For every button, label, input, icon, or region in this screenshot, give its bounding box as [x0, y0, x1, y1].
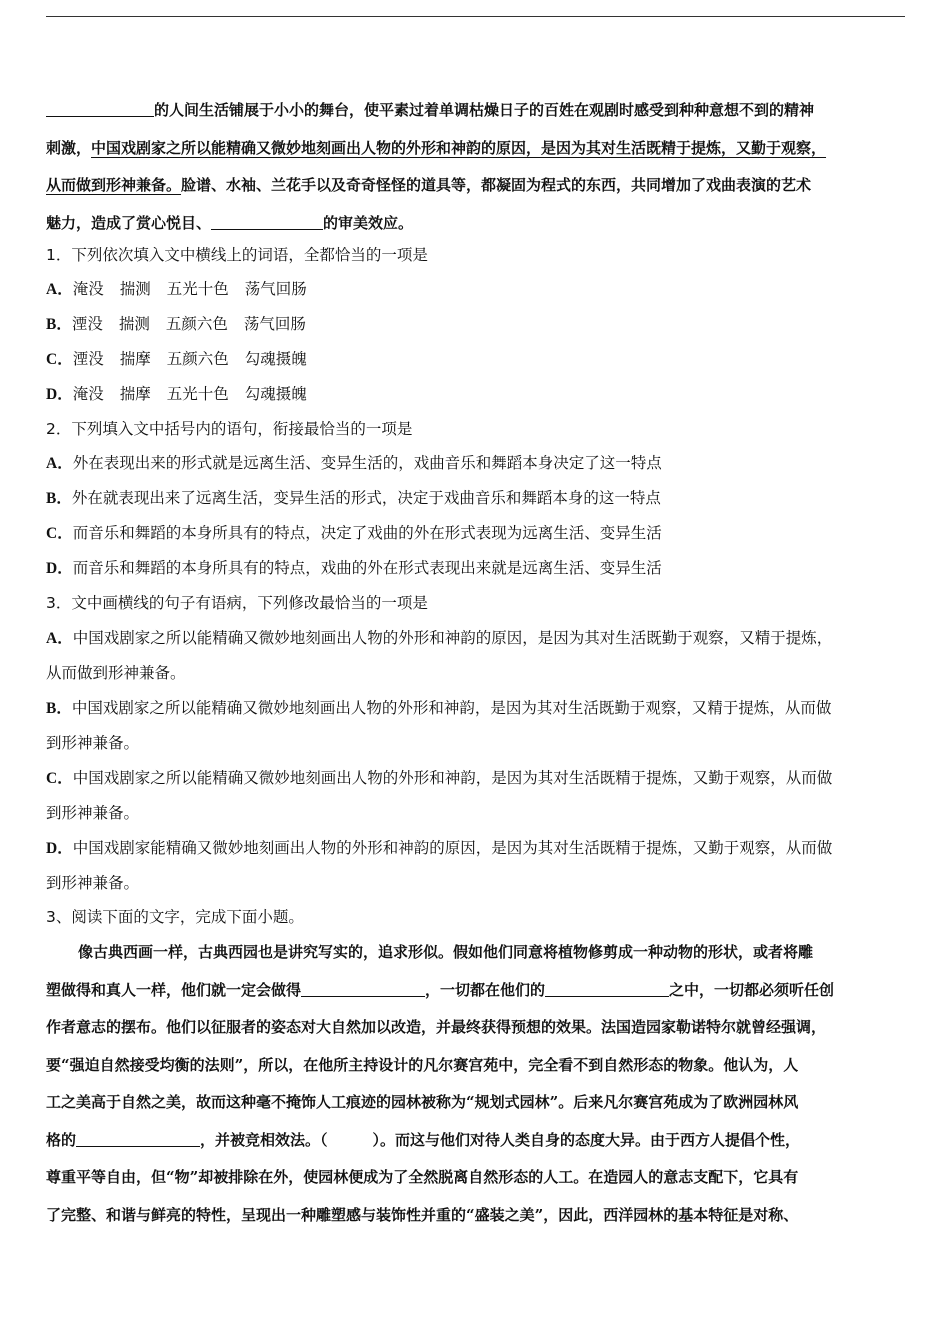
option-a[interactable]: A．外在表现出来的形式就是远离生活、变异生活的，戏曲音乐和舞蹈本身决定了这一特点: [46, 454, 662, 472]
passage-line: 要“强迫自然接受均衡的法则”，所以，在他所主持设计的凡尔赛宫苑中，完全看不到自然形态的物象。他认为，人: [46, 1055, 799, 1074]
option-d[interactable]: D．而音乐和舞蹈的本身所具有的特点，戏曲的外在形式表现出来就是远离生活、变异生活: [46, 559, 662, 577]
passage-line: 从而做到形神兼备。脸谱、水袖、兰花手以及奇奇怪怪的道具等，都凝固为程式的东西，共同增加了戏曲表演的艺术: [46, 176, 812, 194]
fill-blank: [46, 101, 154, 117]
question-stem: 1．下列依次填入文中横线上的词语，全都恰当的一项是: [46, 246, 428, 264]
passage-line: 塑做得和真人一样，他们就一定会做得 ，一切都在他们的 之中，一切都必须听任创: [46, 980, 835, 999]
option-a[interactable]: A．淹没 揣测 五光十色 荡气回肠: [46, 280, 307, 298]
option-b[interactable]: B．外在就表现出来了远离生活，变异生活的形式，决定于戏曲音乐和舞蹈本身的这一特点: [46, 489, 661, 507]
section-heading: 3、阅读下面的文字，完成下面小题。: [46, 908, 304, 926]
question-stem: 2．下列填入文中括号内的语句，衔接最恰当的一项是: [46, 420, 413, 438]
document-body: [46, 92, 908, 1234]
passage-line: 像古典西画一样，古典西园也是讲究写实的，追求形似。假如他们同意将植物修剪成一种动物的形状，或者将雕: [78, 943, 814, 961]
fill-blank: [211, 214, 323, 230]
option-c[interactable]: C．湮没 揣摩 五颜六色 勾魂摄魄: [46, 350, 307, 368]
option-c[interactable]: C．而音乐和舞蹈的本身所具有的特点，决定了戏曲的外在形式表现为远离生活、变异生活: [46, 524, 662, 542]
option-c[interactable]: C．中国戏剧家之所以能精确又微妙地刻画出人物的外形和神韵，是因为其对生活既精于提炼，又勤于观察，从而做 到形神兼备。: [46, 769, 833, 822]
option-d[interactable]: D．淹没 揣摩 五光十色 勾魂摄魄: [46, 385, 307, 403]
passage-line: 工之美高于自然之美，故而这种毫不掩饰人工痕迹的园林被称为“规划式园林”。后来凡尔赛宫苑成为了欧洲园林风: [46, 1093, 799, 1111]
question-1: [46, 238, 908, 412]
option-b[interactable]: B．湮没 揣测 五颜六色 荡气回肠: [46, 315, 306, 333]
underlined-sentence: 从而做到形神兼备。: [46, 176, 182, 194]
passage-line: 了完整、和谐与鲜亮的特性，呈现出一种雕塑感与装饰性并重的“盛装之美”，因此，西洋园林的基本特征是对称、: [46, 1205, 799, 1224]
fill-blank: [76, 1131, 200, 1147]
fill-blank: [301, 981, 425, 997]
question-3: [46, 586, 908, 900]
passage-line: 的人间生活铺展于小小的舞台，使平素过着单调枯燥日子的百姓在观剧时感受到种种意想不到的精神: [46, 92, 908, 130]
passage-1: [46, 92, 908, 242]
passage-line: 尊重平等自由，但“物”却被排除在外，使园林便成为了全然脱离自然形态的人工。在造园人的意志支配下，它具有: [46, 1168, 799, 1186]
passage-line: 魅力，造成了赏心悦目、 的审美效应。: [46, 213, 414, 232]
fill-blank: [545, 981, 669, 997]
header-rule: [46, 16, 905, 17]
passage-line: 格的 ，并被竞相效法。（ ）。而这与他们对待人类自身的态度大异。由于西方人提倡个性，: [46, 1130, 801, 1149]
option-a[interactable]: A．中国戏剧家之所以能精确又微妙地刻画出人物的外形和神韵的原因，是因为其对生活既勤于观察，又精于提炼， 从而做到形神兼备。: [46, 629, 833, 682]
question-2: [46, 412, 908, 586]
section-3: [46, 900, 908, 1234]
option-b[interactable]: B．中国戏剧家之所以能精确又微妙地刻画出人物的外形和神韵，是因为其对生活既勤于观察，又精于提炼，从而做 到形神兼备。: [46, 699, 832, 752]
question-stem: 3．文中画横线的句子有语病，下列修改最恰当的一项是: [46, 594, 428, 612]
option-d[interactable]: D．中国戏剧家能精确又微妙地刻画出人物的外形和神韵的原因，是因为其对生活既精于提炼，又勤于观察，从而做 到形神兼备。: [46, 839, 833, 892]
passage-line: 作者意志的摆布。他们以征服者的姿态对大自然加以改造，并最终获得预想的效果。法国造园家勒诺特尔就曾经强调，: [46, 1018, 827, 1036]
passage-line: 刺激，中国戏剧家之所以能精确又微妙地刻画出人物的外形和神韵的原因，是因为其对生活既精于提炼，又勤于观察，: [46, 138, 827, 157]
underlined-sentence: 中国戏剧家之所以能精确又微妙地刻画出人物的外形和神韵的原因，是因为其对生活既精于提炼，又勤于观察，: [91, 138, 827, 157]
